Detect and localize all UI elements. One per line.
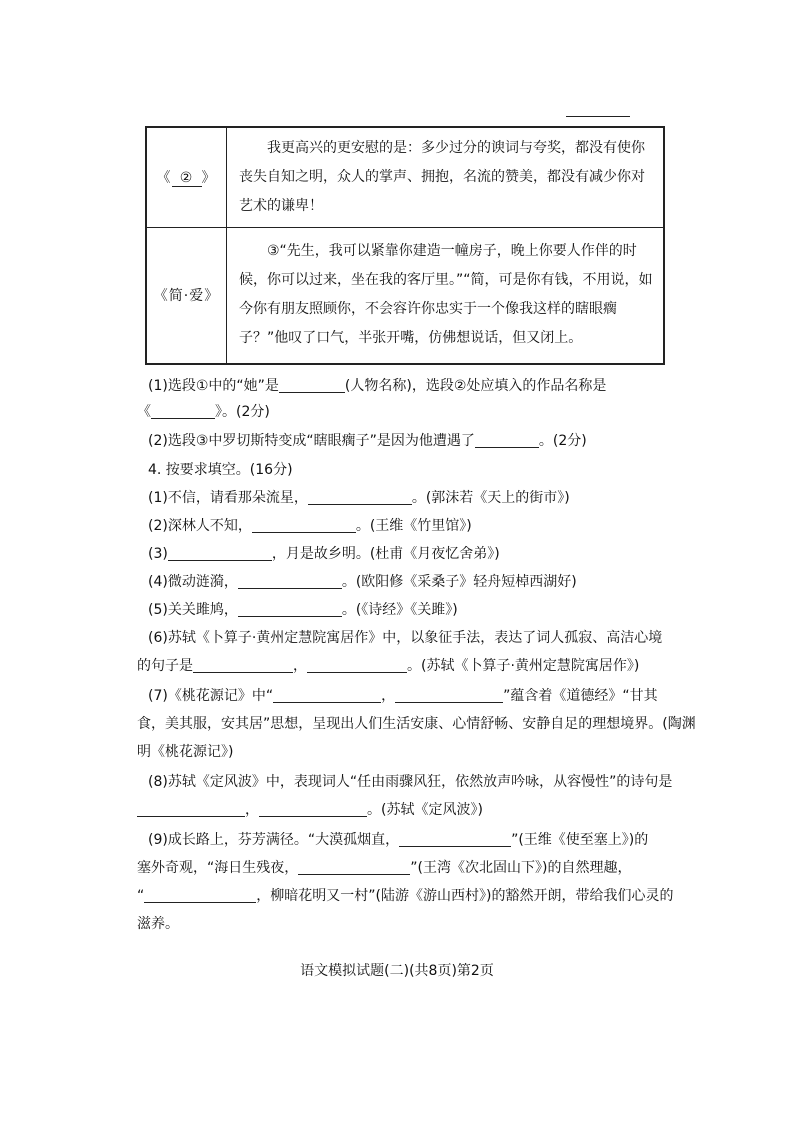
- q4-item-3: (3) ，月是故乡明。(杜甫《月夜忆舍弟》): [148, 546, 500, 562]
- q4-item-5: (5)关关雎鸠， 。(《诗经》《关雎》): [148, 602, 458, 618]
- answer-blank[interactable]: [137, 802, 245, 817]
- book-title-blank[interactable]: ②: [172, 170, 202, 187]
- answer-blank[interactable]: [308, 490, 412, 505]
- top-rule: [566, 116, 630, 117]
- q4-item-8-line1: (8)苏轼《定风波》中，表现词人“任由雨骤风狂，依然放声吟咏，从容慢性”的诗句是: [148, 774, 673, 790]
- page-footer: 语文模拟试题(二)(共8页)第2页: [300, 963, 494, 979]
- answer-blank[interactable]: [259, 802, 367, 817]
- answer-blank[interactable]: [252, 518, 356, 533]
- book-title-cell: 《简·爱》: [146, 227, 227, 364]
- answer-blank[interactable]: [238, 574, 342, 589]
- q4-item-9-line3: “ ，柳暗花明又一村”(陆游《游山西村》)的豁然开朗，带给我们心灵的: [137, 888, 674, 904]
- q4-item-4: (4)微动涟漪， 。(欧阳修《采桑子》轻舟短棹西湖好): [148, 574, 577, 590]
- q3-sub1-line1: (1)选段①中的“她”是 (人物名称)，选段②处应填入的作品名称是: [148, 378, 607, 394]
- q4-item-9-line2: 塞外奇观，“海日生残夜， ”(王湾《次北固山下》)的自然理趣，: [137, 860, 632, 876]
- answer-blank[interactable]: [151, 404, 215, 419]
- q4-item-7-line3: 明《桃花源记》): [137, 744, 234, 760]
- answer-blank[interactable]: [395, 688, 503, 703]
- q4-item-6-line1: (6)苏轼《卜算子·黄州定慧院寓居作》中，以象征手法，表达了词人孤寂、高洁心境: [148, 630, 663, 646]
- answer-blank[interactable]: [144, 888, 256, 903]
- passage-row: [146, 227, 664, 364]
- passage-table: [145, 126, 665, 365]
- q3-sub2: (2)选段③中罗切斯特变成“瞎眼瘸子”是因为他遭遇了 。(2分): [148, 433, 587, 449]
- answer-blank[interactable]: [193, 658, 293, 673]
- answer-blank[interactable]: [168, 546, 272, 561]
- answer-blank[interactable]: [298, 860, 410, 875]
- passage-row: [146, 127, 664, 227]
- q4-item-6-line2: 的句子是 ， 。(苏轼《卜算子·黄州定慧院寓居作》): [137, 658, 640, 674]
- answer-blank[interactable]: [238, 602, 342, 617]
- answer-blank[interactable]: [279, 378, 345, 393]
- answer-blank[interactable]: [273, 688, 381, 703]
- q4-item-7-line1: (7)《桃花源记》中“ ， ”蕴含着《道德经》“甘其: [148, 688, 658, 704]
- q4-title: 4. 按要求填空。(16分): [148, 462, 293, 478]
- q4-item-7-line2: 食，美其服，安其居”思想，呈现出人们生活安康、心情舒畅、安静自足的理想境界。(陶渊: [137, 716, 696, 732]
- q4-item-9-line1: (9)成长路上，芬芳满径。“大漠孤烟直， ”(王维《使至塞上》)的: [148, 832, 649, 848]
- q4-item-2: (2)深林人不知， 。(王维《竹里馆》): [148, 518, 472, 534]
- q4-item-1: (1)不信，请看那朵流星， 。(郭沫若《天上的街市》): [148, 490, 570, 506]
- q4-item-9-line4: 滋养。: [137, 916, 179, 932]
- answer-blank[interactable]: [475, 433, 539, 448]
- answer-blank[interactable]: [399, 832, 511, 847]
- q3-sub1-line2: 《 》。(2分): [137, 404, 270, 420]
- passage-text: ③“先生，我可以紧靠你建造一幢房子，晚上你要人作伴的时候，你可以过来，坐在我的客厅里。”“简，可是你有钱，不用说，如今你有朋友照顾你，不会容许你忠实于一个像我这样的瞎眼瘸子？”他叹了口气，半张开嘴，仿佛想说话，但又闭上。: [227, 227, 665, 364]
- book-title-cell: 《 ② 》: [146, 127, 227, 227]
- passage-text: 我更高兴的更安慰的是：多少过分的谀词与夸奖，都没有使你丧失自知之明，众人的掌声、拥抱，名流的赞美，都没有减少你对艺术的谦卑！: [227, 127, 665, 227]
- q4-item-8-line2: ， 。(苏轼《定风波》): [137, 800, 794, 820]
- answer-blank[interactable]: [307, 658, 407, 673]
